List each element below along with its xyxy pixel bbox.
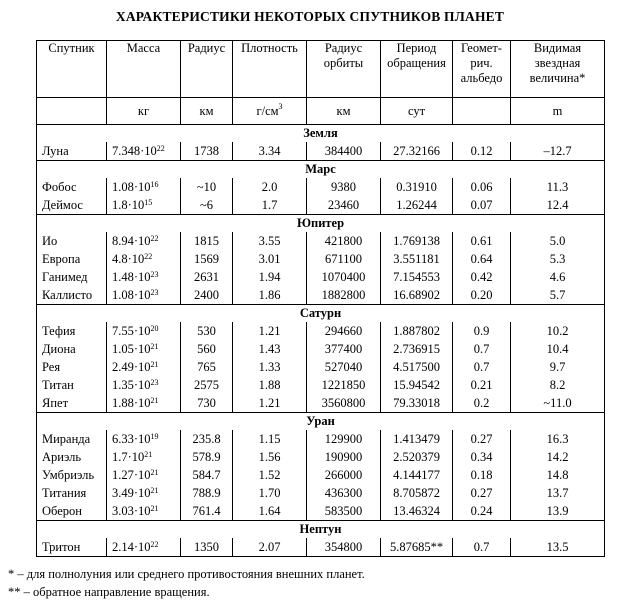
col-header-radius: Радиус — [181, 41, 233, 98]
density-cell: 1.15 — [233, 430, 307, 448]
period-cell: 8.705872 — [381, 484, 453, 502]
density-cell: 3.01 — [233, 250, 307, 268]
mass-mantissa: 1.05·10 — [112, 342, 151, 356]
mass-mantissa: 1.27·10 — [112, 468, 151, 482]
satellite-name-cell: Диона — [37, 340, 107, 358]
mass-cell — [107, 250, 181, 268]
magnitude-cell: 10.2 — [511, 322, 605, 340]
density-cell: 1.33 — [233, 358, 307, 376]
radius-cell: 788.9 — [181, 484, 233, 502]
unit-magnitude: m — [511, 98, 605, 125]
period-cell: 16.68902 — [381, 286, 453, 305]
radius-cell: 761.4 — [181, 502, 233, 521]
period-cell: 3.551181 — [381, 250, 453, 268]
unit-albedo — [453, 98, 511, 125]
magnitude-cell: 13.5 — [511, 538, 605, 557]
table-row — [37, 538, 605, 557]
mass-mantissa: 1.08·10 — [112, 288, 151, 302]
period-cell: 0.31910 — [381, 178, 453, 196]
unit-radius: км — [181, 98, 233, 125]
col-header-mass: Масса — [107, 41, 181, 98]
table-row — [37, 142, 605, 161]
table-row — [37, 466, 605, 484]
albedo-cell: 0.34 — [453, 448, 511, 466]
mass-exponent: 22 — [156, 144, 165, 153]
mass-cell — [107, 430, 181, 448]
mass-mantissa: 7.55·10 — [112, 324, 151, 338]
radius-cell: 730 — [181, 394, 233, 413]
radius-cell: 1738 — [181, 142, 233, 161]
planet-group-row — [37, 161, 605, 179]
radius-cell: ~6 — [181, 196, 233, 215]
satellite-name-cell: Тефия — [37, 322, 107, 340]
period-cell: 5.87685** — [381, 538, 453, 557]
col-header-satellite: Спутник — [37, 41, 107, 98]
mass-mantissa: 2.49·10 — [112, 360, 151, 374]
planet-group-row — [37, 305, 605, 323]
magnitude-cell: 11.3 — [511, 178, 605, 196]
radius-cell: ~10 — [181, 178, 233, 196]
mass-exponent: 21 — [150, 468, 159, 477]
orbit-radius-cell: 129900 — [307, 430, 381, 448]
satellite-name-cell: Япет — [37, 394, 107, 413]
mass-mantissa: 2.14·10 — [112, 540, 151, 554]
mass-mantissa: 4.8·10 — [112, 252, 145, 266]
density-cell: 3.34 — [233, 142, 307, 161]
orbit-radius-cell: 583500 — [307, 502, 381, 521]
mass-cell — [107, 448, 181, 466]
footnote-magnitude: * – для полнолуния или среднего противостояния внешних планет. — [8, 567, 365, 581]
table-row — [37, 358, 605, 376]
orbit-radius-cell: 421800 — [307, 232, 381, 250]
orbit-radius-cell: 9380 — [307, 178, 381, 196]
period-cell: 1.413479 — [381, 430, 453, 448]
satellite-name-cell: Луна — [37, 142, 107, 161]
satellite-name-cell: Европа — [37, 250, 107, 268]
table-title: ХАРАКТЕРИСТИКИ НЕКОТОРЫХ СПУТНИКОВ ПЛАНЕТ — [115, 9, 505, 24]
density-cell: 1.70 — [233, 484, 307, 502]
planet-group-row — [37, 521, 605, 539]
albedo-cell: 0.2 — [453, 394, 511, 413]
table-row — [37, 484, 605, 502]
mass-cell — [107, 286, 181, 305]
magnitude-cell: 5.0 — [511, 232, 605, 250]
orbit-radius-cell: 3560800 — [307, 394, 381, 413]
mass-exponent: 21 — [150, 396, 159, 405]
mass-mantissa: 1.7·10 — [112, 450, 145, 464]
albedo-cell: 0.07 — [453, 196, 511, 215]
period-cell: 1.887802 — [381, 322, 453, 340]
table-row — [37, 448, 605, 466]
density-cell: 1.43 — [233, 340, 307, 358]
satellite-name-cell: Ганимед — [37, 268, 107, 286]
table-row — [37, 178, 605, 196]
radius-cell: 235.8 — [181, 430, 233, 448]
units-row — [37, 98, 605, 125]
table-row — [37, 250, 605, 268]
period-cell: 15.94542 — [381, 376, 453, 394]
orbit-radius-cell: 1070400 — [307, 268, 381, 286]
planet-group-row — [37, 413, 605, 431]
unit-density: $г/см^3$ — [233, 98, 307, 125]
unit-mass: кг — [107, 98, 181, 125]
albedo-cell: 0.7 — [453, 358, 511, 376]
orbit-radius-cell: 436300 — [307, 484, 381, 502]
period-cell: 4.517500 — [381, 358, 453, 376]
planet-name: Марс — [37, 161, 605, 179]
albedo-cell: 0.27 — [453, 430, 511, 448]
density-cell: 1.21 — [233, 394, 307, 413]
mass-cell — [107, 178, 181, 196]
mass-exponent: 20 — [150, 324, 159, 333]
orbit-radius-cell: 1221850 — [307, 376, 381, 394]
albedo-cell: 0.21 — [453, 376, 511, 394]
period-cell: 27.32166 — [381, 142, 453, 161]
mass-cell — [107, 358, 181, 376]
orbit-radius-cell: 294660 — [307, 322, 381, 340]
mass-cell — [107, 376, 181, 394]
mass-mantissa: 1.88·10 — [112, 396, 151, 410]
orbit-radius-cell: 190900 — [307, 448, 381, 466]
mass-mantissa: 1.35·10 — [112, 378, 151, 392]
mass-mantissa: 1.48·10 — [112, 270, 151, 284]
satellite-name-cell: Фобос — [37, 178, 107, 196]
mass-exponent: 16 — [150, 180, 159, 189]
density-cell: 1.21 — [233, 322, 307, 340]
mass-mantissa: 7.348·10 — [112, 144, 157, 158]
satellite-name-cell: Миранда — [37, 430, 107, 448]
orbit-radius-cell: 384400 — [307, 142, 381, 161]
planet-name: Юпитер — [37, 215, 605, 233]
mass-mantissa: 6.33·10 — [112, 432, 151, 446]
mass-exponent: 21 — [150, 360, 159, 369]
table-row — [37, 340, 605, 358]
mass-cell — [107, 322, 181, 340]
period-cell: 1.26244 — [381, 196, 453, 215]
mass-exponent: 15 — [144, 198, 153, 207]
mass-exponent: 22 — [150, 540, 159, 549]
planet-name: Земля — [37, 125, 605, 143]
period-cell: 79.33018 — [381, 394, 453, 413]
col-header-period: Период обращения — [381, 41, 453, 98]
period-cell: 13.46324 — [381, 502, 453, 521]
table-row — [37, 286, 605, 305]
table-row — [37, 196, 605, 215]
orbit-radius-cell: 527040 — [307, 358, 381, 376]
period-cell: 2.736915 — [381, 340, 453, 358]
magnitude-cell: ~11.0 — [511, 394, 605, 413]
mass-cell — [107, 394, 181, 413]
satellite-name-cell: Ариэль — [37, 448, 107, 466]
col-header-orbit-radius: Радиус орбиты — [307, 41, 381, 98]
magnitude-cell: 16.3 — [511, 430, 605, 448]
albedo-cell: 0.7 — [453, 340, 511, 358]
density-cell: 2.07 — [233, 538, 307, 557]
radius-cell: 2575 — [181, 376, 233, 394]
albedo-cell: 0.9 — [453, 322, 511, 340]
mass-cell — [107, 268, 181, 286]
table-row — [37, 430, 605, 448]
mass-mantissa: 1.8·10 — [112, 198, 145, 212]
col-header-density: Плотность — [233, 41, 307, 98]
satellites-table — [36, 40, 605, 557]
mass-cell — [107, 484, 181, 502]
magnitude-cell: 4.6 — [511, 268, 605, 286]
radius-cell: 560 — [181, 340, 233, 358]
mass-cell — [107, 232, 181, 250]
mass-exponent: 22 — [144, 252, 153, 261]
table-body — [37, 125, 605, 557]
table-row — [37, 322, 605, 340]
magnitude-cell: 14.8 — [511, 466, 605, 484]
satellite-name-cell: Деймос — [37, 196, 107, 215]
radius-cell: 1815 — [181, 232, 233, 250]
density-cell: 2.0 — [233, 178, 307, 196]
orbit-radius-cell: 377400 — [307, 340, 381, 358]
planet-group-row — [37, 125, 605, 143]
satellite-name-cell: Каллисто — [37, 286, 107, 305]
magnitude-cell: 9.7 — [511, 358, 605, 376]
albedo-cell: 0.64 — [453, 250, 511, 268]
period-cell: 7.154553 — [381, 268, 453, 286]
mass-exponent: 23 — [150, 378, 159, 387]
mass-exponent: 21 — [150, 486, 159, 495]
magnitude-cell: 13.7 — [511, 484, 605, 502]
mass-cell — [107, 538, 181, 557]
magnitude-cell: 5.3 — [511, 250, 605, 268]
satellite-name-cell: Ио — [37, 232, 107, 250]
albedo-cell: 0.18 — [453, 466, 511, 484]
orbit-radius-cell: 671100 — [307, 250, 381, 268]
albedo-cell: 0.20 — [453, 286, 511, 305]
magnitude-cell: –12.7 — [511, 142, 605, 161]
density-cell: 1.94 — [233, 268, 307, 286]
albedo-cell: 0.7 — [453, 538, 511, 557]
satellite-name-cell: Тритон — [37, 538, 107, 557]
planet-group-row — [37, 215, 605, 233]
mass-mantissa: 3.49·10 — [112, 486, 151, 500]
planet-name: Сатурн — [37, 305, 605, 323]
radius-cell: 578.9 — [181, 448, 233, 466]
orbit-radius-cell: 23460 — [307, 196, 381, 215]
radius-cell: 1350 — [181, 538, 233, 557]
satellite-name-cell: Умбриэль — [37, 466, 107, 484]
orbit-radius-cell: 354800 — [307, 538, 381, 557]
mass-exponent: 22 — [150, 234, 159, 243]
table-row — [37, 376, 605, 394]
radius-cell: 2631 — [181, 268, 233, 286]
radius-cell: 1569 — [181, 250, 233, 268]
albedo-cell: 0.61 — [453, 232, 511, 250]
radius-cell: 765 — [181, 358, 233, 376]
mass-cell — [107, 466, 181, 484]
mass-cell — [107, 502, 181, 521]
albedo-cell: 0.12 — [453, 142, 511, 161]
magnitude-cell: 5.7 — [511, 286, 605, 305]
mass-exponent: 21 — [144, 450, 153, 459]
mass-mantissa: 1.08·10 — [112, 180, 151, 194]
mass-cell — [107, 340, 181, 358]
albedo-cell: 0.42 — [453, 268, 511, 286]
magnitude-cell: 13.9 — [511, 502, 605, 521]
satellite-name-cell: Оберон — [37, 502, 107, 521]
mass-exponent: 23 — [150, 288, 159, 297]
col-header-albedo: Геомет-рич. альбедо — [453, 41, 511, 98]
table-row — [37, 502, 605, 521]
period-cell: 2.520379 — [381, 448, 453, 466]
mass-cell — [107, 142, 181, 161]
density-cell: 3.55 — [233, 232, 307, 250]
planet-name: Уран — [37, 413, 605, 431]
mass-exponent: 21 — [150, 342, 159, 351]
header-row — [37, 41, 605, 98]
planet-name: Нептун — [37, 521, 605, 539]
col-header-magnitude: Видимая звездная величина* — [511, 41, 605, 98]
magnitude-cell: 10.4 — [511, 340, 605, 358]
magnitude-cell: 14.2 — [511, 448, 605, 466]
density-cell: 1.64 — [233, 502, 307, 521]
density-cell: 1.88 — [233, 376, 307, 394]
unit-period: сут — [381, 98, 453, 125]
density-cell: 1.56 — [233, 448, 307, 466]
footnotes — [8, 565, 365, 601]
period-cell: 1.769138 — [381, 232, 453, 250]
magnitude-cell: 8.2 — [511, 376, 605, 394]
radius-cell: 584.7 — [181, 466, 233, 484]
density-cell: 1.86 — [233, 286, 307, 305]
satellite-name-cell: Титания — [37, 484, 107, 502]
table-row — [37, 268, 605, 286]
unit-orbit-radius: км — [307, 98, 381, 125]
radius-cell: 2400 — [181, 286, 233, 305]
period-cell: 4.144177 — [381, 466, 453, 484]
mass-exponent: 21 — [150, 504, 159, 513]
footnote-retrograde: ** – обратное направление вращения. — [8, 585, 210, 599]
mass-exponent: 19 — [150, 432, 159, 441]
mass-cell — [107, 196, 181, 215]
satellite-name-cell: Титан — [37, 376, 107, 394]
orbit-radius-cell: 1882800 — [307, 286, 381, 305]
mass-exponent: 23 — [150, 270, 159, 279]
satellite-name-cell: Рея — [37, 358, 107, 376]
albedo-cell: 0.27 — [453, 484, 511, 502]
magnitude-cell: 12.4 — [511, 196, 605, 215]
unit-satellite — [37, 98, 107, 125]
mass-mantissa: 3.03·10 — [112, 504, 151, 518]
albedo-cell: 0.06 — [453, 178, 511, 196]
orbit-radius-cell: 266000 — [307, 466, 381, 484]
table-row — [37, 232, 605, 250]
mass-mantissa: 8.94·10 — [112, 234, 151, 248]
density-cell: 1.7 — [233, 196, 307, 215]
density-cell: 1.52 — [233, 466, 307, 484]
table-row — [37, 394, 605, 413]
albedo-cell: 0.24 — [453, 502, 511, 521]
radius-cell: 530 — [181, 322, 233, 340]
